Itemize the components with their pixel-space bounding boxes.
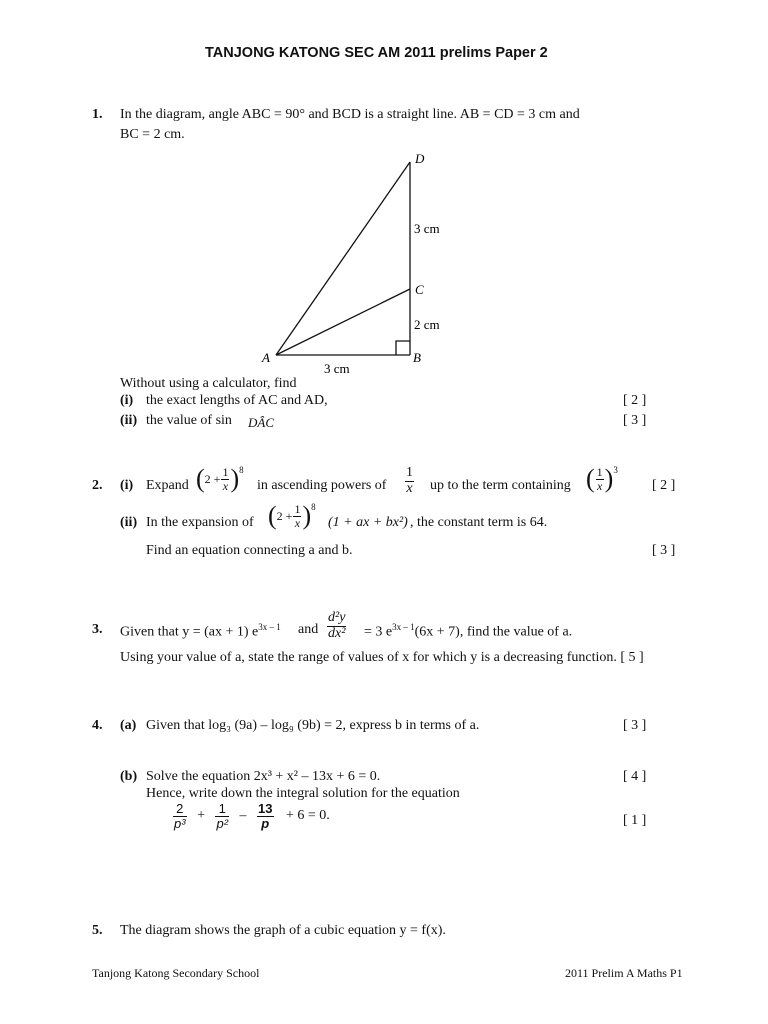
frac-p2: p² [216, 815, 229, 831]
frac-numerator: 1 [222, 465, 229, 479]
frac-numerator: 1 [406, 465, 413, 480]
length-ab: 3 cm [324, 361, 350, 376]
q2-expression-ii: (2 + $\frac{1}{x}$ )$^8$ [268, 501, 316, 531]
q4-part-b-label: (b) [120, 769, 138, 784]
label-b: B [413, 350, 421, 365]
q3-exponent-2: 3x – 1 [392, 622, 415, 632]
q4-part-a-label: (a) [120, 718, 137, 733]
q4-part-b-marks: [ 4 ] [623, 769, 647, 784]
triangle-diagram [250, 148, 460, 380]
label-c: C [415, 282, 424, 297]
q2-expression-i: (2 + $\frac{1}{x}$ )$^8$ [196, 464, 244, 494]
q2-term-cubed: ( $\frac{1}{x}$ )$^3$ [586, 464, 618, 494]
d2y: d²y [328, 610, 346, 625]
q5-number: 5. [92, 923, 103, 938]
frac-2: 2 [173, 802, 187, 817]
q2-power: 8 [311, 502, 316, 512]
q3-eq-text: = 3 e [364, 624, 393, 640]
frac-numerator: 1 [596, 465, 603, 479]
frac-13: 13 [258, 801, 273, 816]
q3-given [120, 623, 281, 640]
q3-equation [364, 623, 572, 640]
q1-angle-dac: DÂC [248, 415, 274, 430]
q2-frac-1-over-x [404, 466, 415, 496]
q1-part-i-label: (i) [120, 393, 134, 408]
length-bc: 2 cm [414, 317, 440, 332]
q2-poly: (1 + ax + bx²) [328, 515, 408, 530]
q3-number: 3. [92, 622, 103, 637]
q4-part-a-marks: [ 3 ] [623, 718, 647, 733]
q1-number: 1. [92, 107, 103, 122]
q2-part-i-label: (i) [120, 478, 134, 493]
q4-part-a-text: Given that log₃ (9a) – log₉ (9b) = 2, express b in terms of a. [146, 718, 480, 733]
q4-number: 4. [92, 718, 103, 733]
frac-denominator: x [294, 515, 301, 530]
dx2: dx² [328, 625, 346, 641]
q4-part-b-text: Solve the equation 2x³ + x² – 13x + 6 = 0. [146, 769, 381, 784]
q1-part-ii-label: (ii) [120, 413, 138, 428]
plus-sign: + [197, 808, 205, 824]
q2-up-to: up to the term containing [430, 478, 571, 493]
frac-numerator: 1 [294, 502, 301, 516]
q1-instruction: Without using a calculator, find [120, 376, 297, 391]
q2-in-expansion: In the expansion of [146, 515, 254, 530]
q3-rest: (6x + 7), find the value of a. [414, 624, 573, 640]
q5-text: The diagram shows the graph of a cubic equation y = f(x). [120, 923, 446, 938]
q2-number: 2. [92, 478, 103, 493]
q2-base: 2 + [204, 472, 221, 487]
q3-second-derivative [326, 611, 347, 641]
q2-part-i-marks: [ 2 ] [652, 478, 676, 493]
q2-part-ii-label: (ii) [120, 515, 138, 530]
frac-p: p [261, 815, 270, 831]
q3-exponent-1: 3x – 1 [258, 622, 281, 632]
q1-line2: BC = 2 cm. [120, 127, 185, 142]
frac-1: 1 [215, 802, 229, 817]
frac-denominator: x [406, 480, 413, 496]
q3-line2: Using your value of a, state the range of values of x for which y is a decreasing function. [ 5 ] [120, 650, 644, 665]
right-angle-mark [396, 341, 410, 355]
q4-fraction-equation [172, 802, 330, 830]
footer-school: Tanjong Katong Secondary School [92, 966, 260, 980]
length-cd: 3 cm [414, 221, 440, 236]
frac-denominator: x [597, 478, 603, 493]
q2-expand: Expand [146, 478, 189, 493]
minus-sign: – [239, 808, 247, 824]
q4-part-b2-marks: [ 1 ] [623, 813, 647, 828]
q3-given-text: Given that y = (ax + 1) e [120, 624, 259, 640]
q2-find-equation: Find an equation connecting a and b. [146, 543, 353, 558]
footer-paper: 2011 Prelim A Maths P1 [565, 966, 683, 980]
side-ad [276, 162, 410, 355]
q2-constant-term: , the constant term is 64. [410, 515, 548, 530]
q4-part-b-hence: Hence, write down the integral solution for the equation [146, 786, 460, 801]
q1-part-ii-marks: [ 3 ] [623, 413, 647, 428]
label-d: D [415, 151, 425, 166]
q2-part-ii-marks: [ 3 ] [652, 543, 676, 558]
q2-power: 8 [239, 465, 244, 475]
side-ac [276, 289, 410, 355]
frac-denominator: x [222, 478, 229, 493]
q1-part-i-marks: [ 2 ] [623, 393, 647, 408]
equation-tail: + 6 = 0. [286, 808, 330, 824]
q3-and: and [298, 622, 319, 637]
q2-base: 2 + [276, 509, 293, 524]
label-a: A [262, 350, 270, 365]
q1-line1: In the diagram, angle ABC = 90° and BCD is a straight line. AB = CD = 3 cm and [120, 107, 580, 122]
page-title: TANJONG KATONG SEC AM 2011 prelims Paper 2 [205, 45, 548, 61]
q2-power3: 3 [613, 465, 618, 475]
q2-ascending: in ascending powers of [257, 478, 387, 493]
frac-p3: p³ [174, 815, 186, 831]
q1-part-ii-text: the value of sin [146, 413, 232, 428]
q1-part-i-text: the exact lengths of AC and AD, [146, 393, 328, 408]
